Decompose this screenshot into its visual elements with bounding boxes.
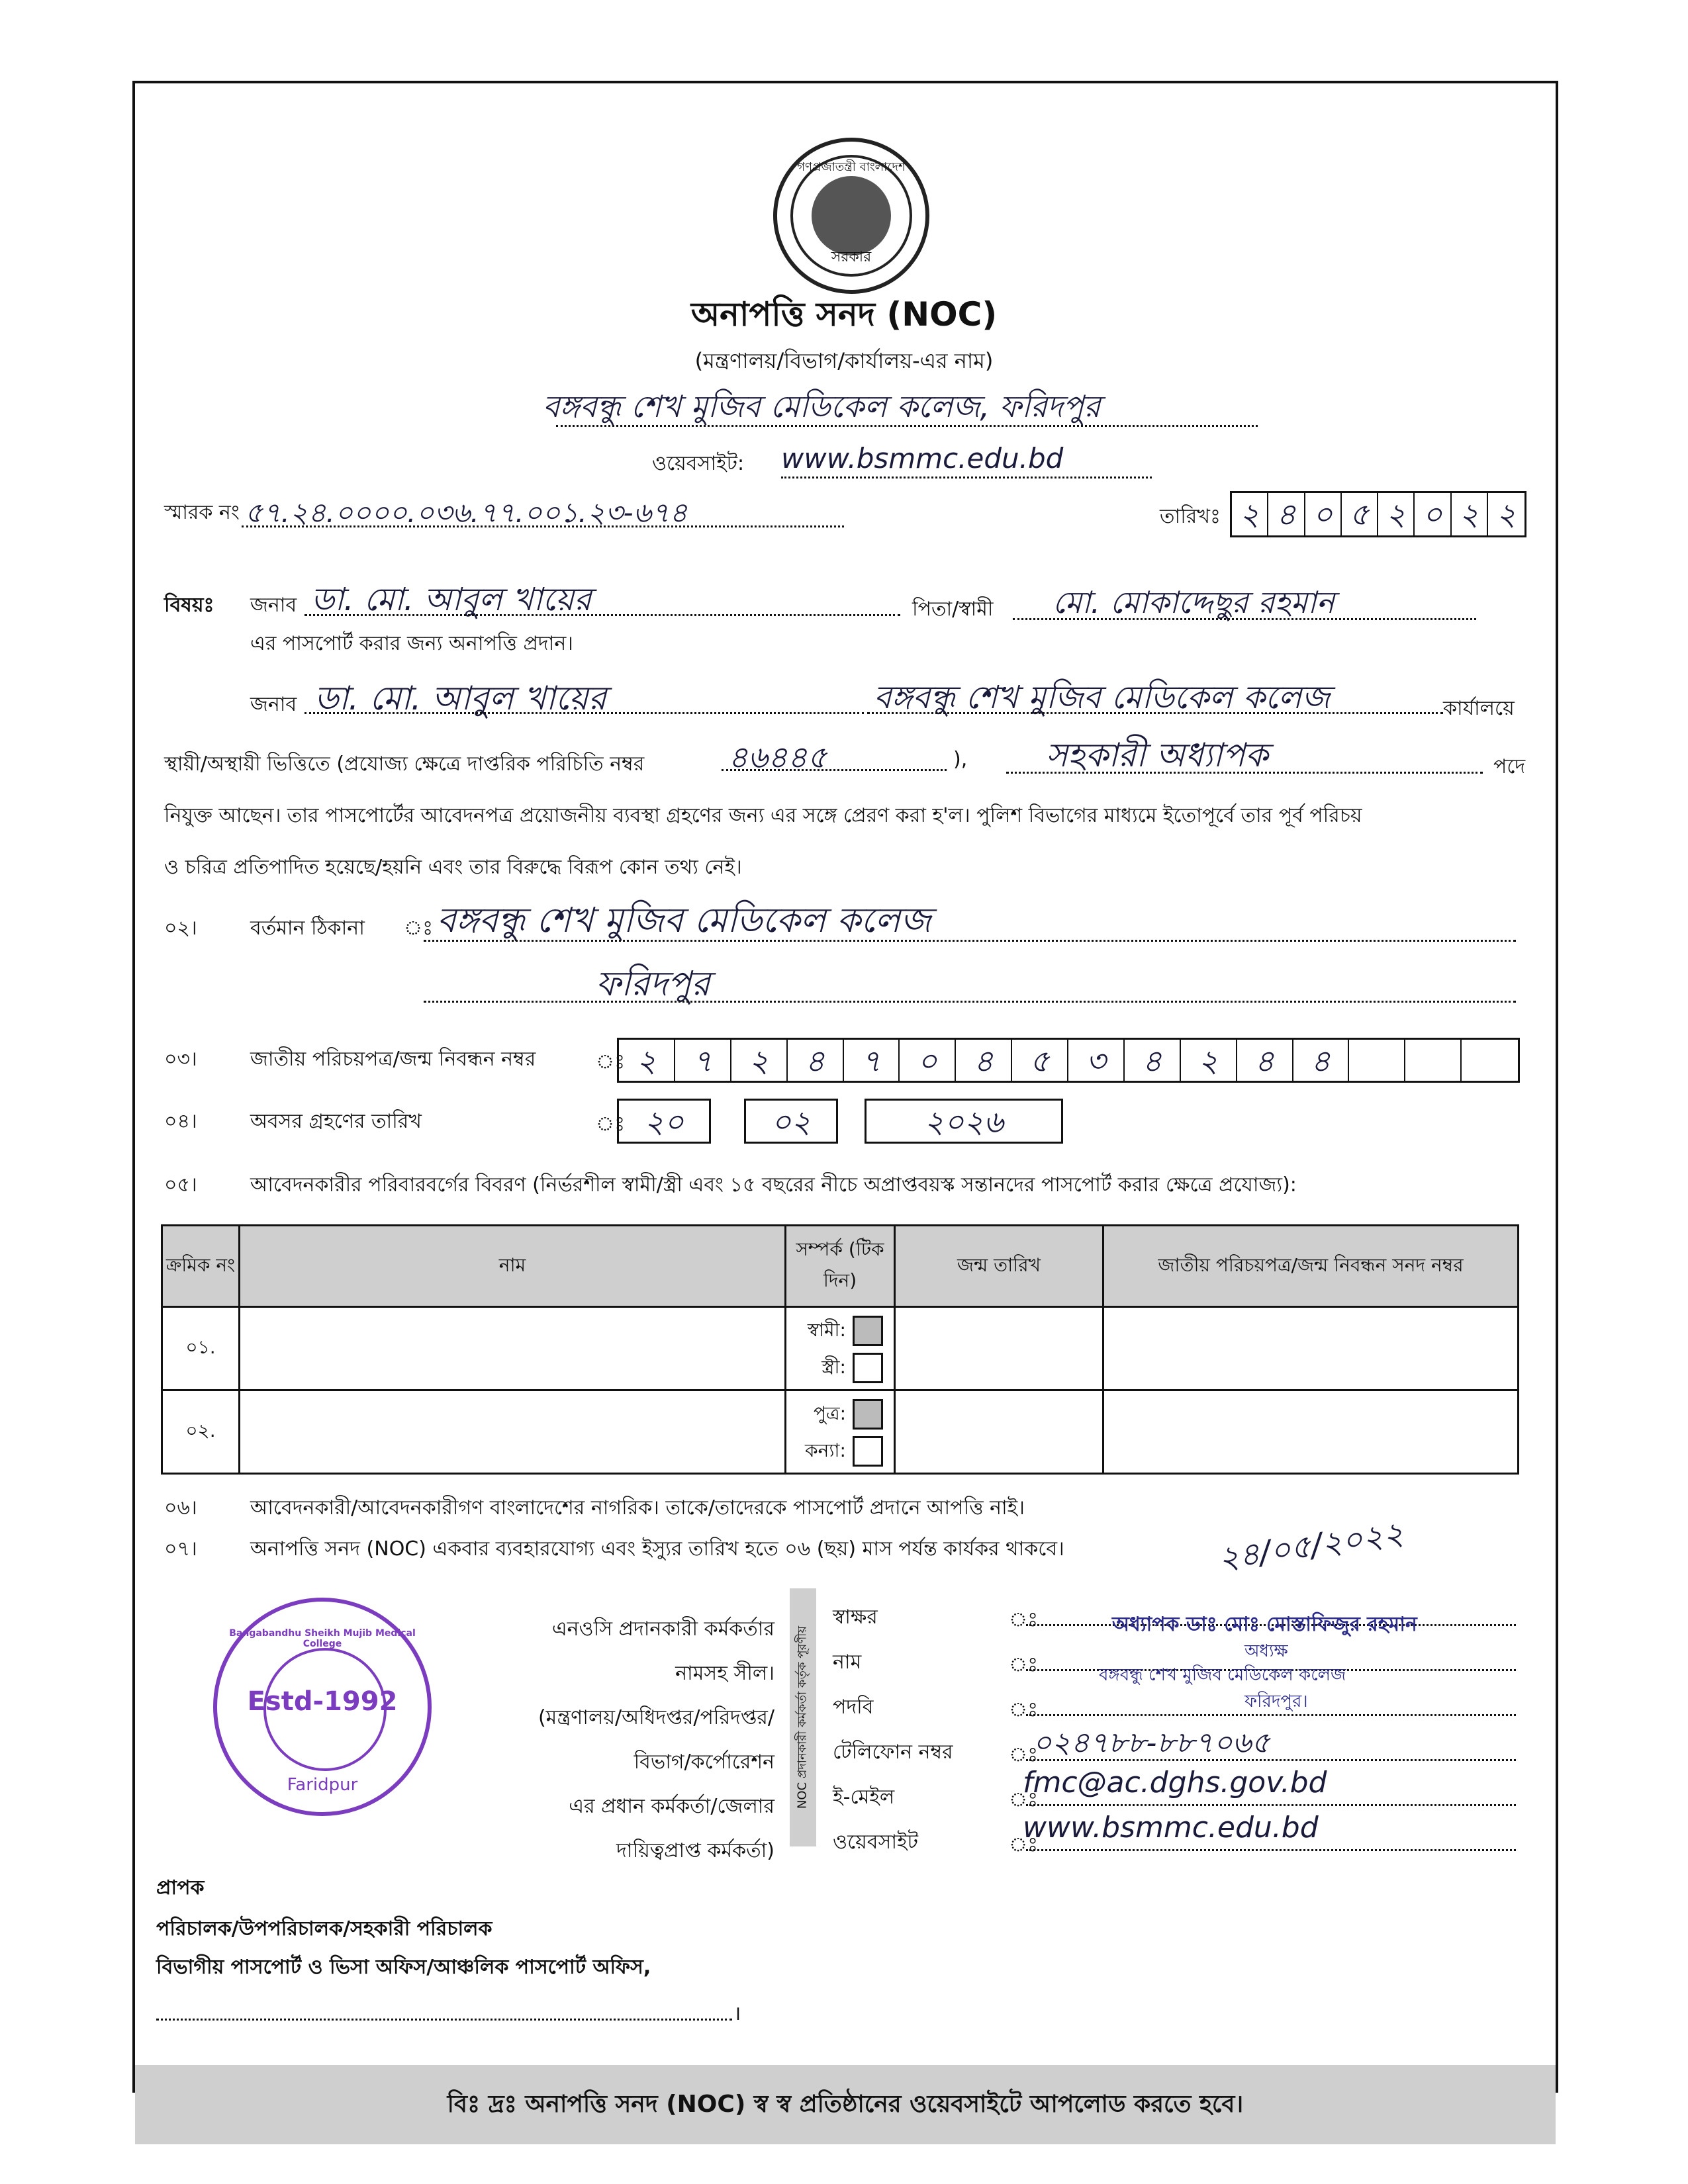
seal-bottom-text: সরকার — [831, 249, 872, 265]
row-dob-cell[interactable] — [895, 1390, 1103, 1474]
field-colon: ঃ — [1009, 1653, 1039, 1676]
note-07-text: অনাপত্তি সনদ (NOC) একবার ব্যবহারযোগ্য এবং ইস্যুর তারিখ হতে ০৬ (ছয়) মাস পর্যন্ত কার্যকর থাকবে। — [250, 1537, 1064, 1561]
website-value: www.bsmmc.edu.bd — [781, 442, 1064, 475]
body-line3: নিযুক্ত আছেন। তার পাসপোর্টের আবেদনপত্র প্রয়োজনীয় ব্যবস্থা গ্রহণের জন্য এর সঙ্গে প্রেরণ করা হ'ল। পুলিশ বিভাগের মাধ্যমে ইতোপূর্বে তার পূর্ব পরিচয় — [164, 804, 1362, 827]
officer-signature: ২৪/০৫/২০২২ — [1215, 1514, 1406, 1578]
phone-label: টেলিফোন নম্বর — [833, 1741, 953, 1764]
row-relation-cell — [786, 1307, 895, 1390]
family-table — [161, 1224, 1519, 1475]
date-label: তারিখঃ — [1160, 505, 1221, 528]
field-colon: ঃ — [1009, 1833, 1039, 1856]
stamp-officer-title: অধ্যক্ষ — [1244, 1641, 1288, 1661]
field-colon: ঃ — [1009, 1788, 1039, 1811]
row-nid-cell[interactable] — [1103, 1307, 1519, 1390]
row-relation-cell — [786, 1390, 895, 1474]
address-colon: ঃ — [404, 917, 434, 940]
phone-value: ০২৪৭৮৮-৮৮৭০৬৫ — [1033, 1726, 1270, 1760]
officer-field-labels — [833, 1595, 953, 1865]
nid-digit: ৭ — [675, 1040, 731, 1081]
row-serial: ০২. — [162, 1390, 240, 1474]
retire-year-value: ২০২৬ — [924, 1104, 1004, 1140]
nid-digit: ০ — [900, 1040, 956, 1081]
officer-website-value: www.bsmmc.edu.bd — [1023, 1811, 1319, 1844]
relation-son-label: পুত্র: — [813, 1402, 846, 1424]
nid-digit: ৪ — [956, 1040, 1012, 1081]
field-colon: ঃ — [1009, 1743, 1039, 1766]
date-digit: ৪ — [1268, 493, 1305, 535]
map-icon — [812, 176, 891, 255]
date-digit: ০ — [1305, 493, 1342, 535]
wife-checkbox[interactable] — [853, 1353, 883, 1383]
body-line2-prefix: স্থায়ী/অস্থায়ী ভিত্তিতে (প্রযোজ্য ক্ষেত্রে দাপ্তরিক পরিচিতি নম্বর — [164, 752, 645, 776]
designation-label: পদবি — [833, 1696, 874, 1719]
retire-year-box[interactable] — [865, 1099, 1063, 1144]
signature-label: স্বাক্ষর — [833, 1606, 878, 1629]
email-label: ই-মেইল — [833, 1786, 895, 1809]
officer-line-1: এনওসি প্রদানকারী কর্মকর্তার — [551, 1617, 774, 1641]
note-07-number: ০৭। — [164, 1537, 197, 1561]
website-field-label: ওয়েবসাইট — [833, 1831, 918, 1854]
office-name-handwritten: বঙ্গবন্ধু শেখ মুজিব মেডিকেল কলেজ, ফরিদপুর — [543, 388, 1101, 424]
col-relation: সম্পর্ক (টিক দিন) — [786, 1226, 895, 1307]
stamp-officer-org: বঙ্গবন্ধু শেখ মুজিব মেডিকেল কলেজ — [1099, 1665, 1346, 1685]
retirement-label: অবসর গ্রহণের তারিখ — [250, 1110, 422, 1133]
government-seal — [773, 138, 929, 294]
father-value: মো. মোকাদ্দেছুর রহমান — [1053, 584, 1335, 620]
item-05-number: ০৫। — [164, 1173, 197, 1197]
band-text: NOC প্রদানকারী কর্মকর্তা কর্তৃক পূরণীয় — [795, 1625, 810, 1809]
stamp-officer-city: ফরিদপুর। — [1244, 1692, 1308, 1711]
college-seal-city: Faridpur — [287, 1775, 358, 1795]
officer-name-label: নাম — [833, 1651, 862, 1674]
family-label: আবেদনকারীর পরিবারবর্গের বিবরণ (নির্ভরশীল স্বামী/স্ত্রী এবং ১৫ বছরের নীচে অপ্রাপ্তবয়স্ক সন্তানদের পাসপোর্ট করার ক্ষেত্রে প্রযোজ্য): — [250, 1173, 1297, 1197]
table-header-row — [162, 1226, 1519, 1307]
stamp-officer-name: অধ্যাপক ডাঃ মোঃ মোস্তাফিজুর রহমান — [1112, 1613, 1417, 1636]
footer-note: বিঃ দ্রঃ অনাপত্তি সনদ (NOC) স্ব স্ব প্রতিষ্ঠানের ওয়েবসাইটে আপলোড করতে হবে। — [135, 2065, 1556, 2144]
note-06-text: আবেদনকারী/আবেদনকারীগণ বাংলাদেশের নাগরিক। তাকে/তাদেরকে পাসপোর্ট প্রদানে আপত্তি নাই। — [250, 1496, 1025, 1520]
subject-name-value: ডা. মো. আবুল খায়ের — [311, 581, 592, 618]
table-row — [162, 1390, 1519, 1474]
memo-label: স্মারক নং — [164, 501, 240, 524]
nid-digit — [1405, 1040, 1462, 1081]
nid-digit: ৭ — [844, 1040, 900, 1081]
page-title: অনাপত্তি সনদ (NOC) — [690, 295, 998, 334]
noc-officer-band — [790, 1588, 816, 1846]
date-digit: ২ — [1378, 493, 1415, 535]
address-label: বর্তমান ঠিকানা — [250, 917, 365, 940]
address-line2: ফরিদপুর — [596, 964, 710, 1004]
note-06-number: ০৬। — [164, 1496, 197, 1520]
father-label: পিতা/স্বামী — [912, 598, 994, 621]
date-digit: ২ — [1452, 493, 1488, 535]
website-label: ওয়েবসাইট: — [652, 452, 745, 475]
col-serial: ক্রমিক নং — [162, 1226, 240, 1307]
subject-mr-label: জনাব — [250, 594, 297, 617]
relation-wife-label: স্ত্রী: — [821, 1355, 846, 1378]
nid-colon: ঃ — [596, 1050, 626, 1073]
relation-daughter-label: কন্যা: — [805, 1439, 846, 1461]
body-office-suffix: কার্যালয়ে — [1443, 697, 1515, 720]
body-line4: ও চরিত্র প্রতিপাদিত হয়েছে/হয়নি এবং তার বিরুদ্ধে বিরূপ কোন তথ্য নেই। — [164, 856, 742, 879]
nid-digit: ৪ — [1125, 1040, 1181, 1081]
nid-digit: ২ — [619, 1040, 675, 1081]
nid-digit: ৪ — [1237, 1040, 1293, 1081]
officer-line-2: নামসহ সীল। — [675, 1662, 774, 1685]
nid-boxes[interactable] — [617, 1038, 1520, 1083]
item-03-number: ০৩। — [164, 1048, 197, 1071]
subject-line2: এর পাসপোর্ট করার জন্য অনাপত্তি প্রদান। — [250, 632, 573, 655]
row-name-cell[interactable] — [240, 1307, 786, 1390]
officer-line-4: বিভাগ/কর্পোরেশন — [633, 1751, 774, 1774]
college-seal-estd: Estd-1992 — [247, 1686, 398, 1717]
field-colon: ঃ — [1009, 1608, 1039, 1631]
body-name-value: ডা. মো. আবুল খায়ের — [314, 679, 607, 717]
retire-month-value: ০২ — [771, 1104, 811, 1140]
seal-top-text: গণপ্রজাতন্ত্রী বাংলাদেশ — [797, 160, 906, 174]
college-seal-name: Bangabandhu Sheikh Mujib Medical College — [229, 1628, 416, 1649]
relation-husband-label: স্বামী: — [807, 1318, 846, 1341]
row-dob-cell[interactable] — [895, 1307, 1103, 1390]
recipient-line3-end: । — [733, 2002, 741, 2025]
officer-line-6: দায়িত্বপ্রাপ্ত কর্মকর্তা) — [616, 1839, 774, 1862]
officer-line-3: (মন্ত্রণালয়/অধিদপ্তর/পরিদপ্তর/ — [538, 1706, 774, 1729]
recipient-label: প্রাপক — [156, 1876, 205, 1899]
row-serial: ০১. — [162, 1307, 240, 1390]
email-value: fmc@ac.dghs.gov.bd — [1023, 1766, 1327, 1799]
col-nid: জাতীয় পরিচয়পত্র/জন্ম নিবন্ধন সনদ নম্বর — [1103, 1226, 1519, 1307]
date-digit: ২ — [1232, 493, 1268, 535]
designation-suffix: পদে — [1493, 755, 1526, 778]
col-name: নাম — [240, 1226, 786, 1307]
nid-digit: ২ — [1181, 1040, 1237, 1081]
row-name-cell[interactable] — [240, 1390, 786, 1474]
nid-label: জাতীয় পরিচয়পত্র/জন্ম নিবন্ধন নম্বর — [250, 1048, 536, 1071]
retire-day-value: ২০ — [644, 1104, 684, 1140]
nid-digit: ৪ — [1293, 1040, 1350, 1081]
college-seal — [213, 1598, 432, 1816]
item-02-number: ০২। — [164, 917, 197, 940]
husband-checkbox[interactable] — [853, 1316, 883, 1346]
officer-instructions — [463, 1607, 774, 1873]
nid-digit — [1462, 1040, 1518, 1081]
retire-day-box[interactable] — [617, 1099, 711, 1144]
page-subtitle: (মন্ত্রণালয়/বিভাগ/কার্যালয়-এর নাম) — [694, 348, 994, 373]
recipient-line1: পরিচালক/উপপরিচালক/সহকারী পরিচালক — [156, 1917, 492, 1940]
daughter-checkbox[interactable] — [853, 1436, 883, 1467]
official-id-value: ৪৬৪৪৫ — [728, 739, 827, 775]
recipient-line2: বিভাগীয় পাসপোর্ট ও ভিসা অফিস/আঞ্চলিক পাসপোর্ট অফিস, — [156, 1956, 651, 1979]
row-nid-cell[interactable] — [1103, 1390, 1519, 1474]
date-digit: ০ — [1415, 493, 1451, 535]
subject-label: বিষয়ঃ — [164, 594, 214, 617]
officer-line-5: এর প্রধান কর্মকর্তা/জেলার — [569, 1795, 774, 1818]
nid-digit: ৫ — [1012, 1040, 1068, 1081]
nid-digit: ৩ — [1068, 1040, 1125, 1081]
col-dob: জন্ম তারিখ — [895, 1226, 1103, 1307]
date-digit: ২ — [1496, 496, 1517, 532]
son-checkbox[interactable] — [853, 1399, 883, 1430]
memo-value: ৫৭.২৪.০০০০.০৩৬.৭৭.০০১.২৩-৬৭৪ — [245, 496, 688, 529]
retire-month-box[interactable] — [744, 1099, 838, 1144]
date-digit: ৫ — [1342, 493, 1378, 535]
nid-digit — [1349, 1040, 1405, 1081]
date-boxes[interactable] — [1230, 491, 1526, 537]
item-04-number: ০৪। — [164, 1110, 197, 1133]
table-row — [162, 1307, 1519, 1390]
field-colon: ঃ — [1009, 1698, 1039, 1721]
body-office-value: বঙ্গবন্ধু শেখ মুজিব মেডিকেল কলেজ — [874, 679, 1331, 716]
body-mr-label: জনাব — [250, 693, 297, 716]
retirement-colon: ঃ — [596, 1113, 626, 1136]
nid-digit: ৪ — [788, 1040, 844, 1081]
nid-digit: ২ — [731, 1040, 788, 1081]
address-line1: বঙ্গবন্ধু শেখ মুজিব মেডিকেল কলেজ — [437, 901, 931, 940]
designation-value: সহকারী অধ্যাপক — [1046, 736, 1268, 774]
